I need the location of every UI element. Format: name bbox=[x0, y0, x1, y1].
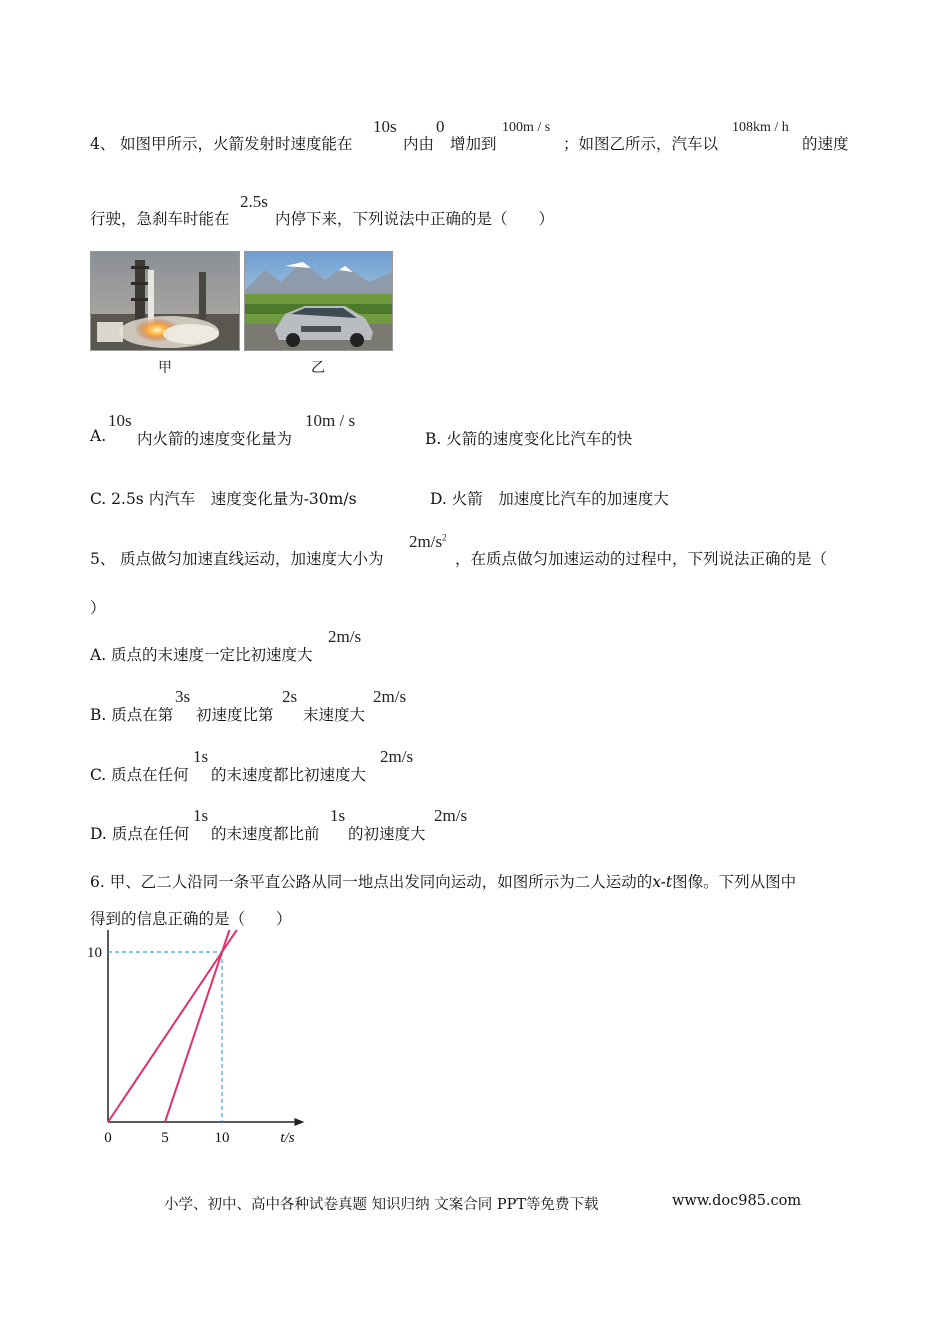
q5-option-b-math2: 2s bbox=[282, 687, 298, 706]
x-tick-label: 5 bbox=[161, 1130, 169, 1146]
series-line-yi bbox=[108, 930, 279, 1122]
q4-number: 4、 bbox=[90, 135, 116, 153]
q6-text-1b: 图像。下列从图中 bbox=[672, 873, 797, 891]
q4-text-2a: 行驶，急刹车时能在 bbox=[90, 210, 230, 228]
q5-option-d-math3: 2m/s bbox=[434, 806, 468, 825]
q4-text-2b: 内停下来，下列说法中正确的是（ ） bbox=[275, 210, 555, 228]
q5-text-c: ） bbox=[90, 599, 106, 617]
q6-text-line2: 得到的信息正确的是（ ） bbox=[90, 910, 292, 928]
q4-math-0: 0 bbox=[436, 117, 445, 136]
x-tick-label: 10 bbox=[214, 1130, 230, 1146]
q5-option-d-a: D. 质点在任何 bbox=[90, 825, 190, 843]
q5-number: 5、 bbox=[90, 550, 116, 568]
q5-option-b-math1: 3s bbox=[175, 687, 191, 706]
q5-option-c-math2: 2m/s bbox=[380, 747, 414, 766]
q5-option-d-c: 的初速度大 bbox=[348, 825, 426, 843]
q4-text-1a: 如图甲所示，火箭发射时速度能在 bbox=[120, 135, 353, 153]
x-axis-arrow bbox=[294, 1118, 304, 1126]
series-line-jia bbox=[165, 930, 245, 1122]
q4-math-10s: 10s bbox=[373, 117, 397, 136]
rocket-launch-image bbox=[91, 252, 239, 350]
xt-chart bbox=[80, 930, 340, 1150]
x-tick-label: 0 bbox=[104, 1130, 112, 1146]
q5-option-d-b: 的末速度都比前 bbox=[211, 825, 320, 843]
y-tick-label: 10 bbox=[87, 945, 102, 961]
q4-text-1d: ；如图乙所示，汽车以 bbox=[563, 135, 719, 153]
q5-option-b-c: 末速度大 bbox=[303, 706, 366, 724]
q5-option-b-a: B. 质点在第 bbox=[90, 706, 174, 724]
q4-option-a-text: 内火箭的速度变化量为 bbox=[137, 430, 293, 448]
q5-math-acc: $2m/s^2$ bbox=[409, 532, 447, 551]
q4-option-a-math2: 10m / s bbox=[305, 411, 356, 430]
q5-option-a-math: 2m/s bbox=[328, 627, 362, 646]
footer-url[interactable]: www.doc985.com bbox=[672, 1193, 802, 1209]
q5-option-d-math1: 1s bbox=[193, 806, 209, 825]
q5-option-b-b: 初速度比第 bbox=[196, 706, 274, 724]
q5-option-b-math3: 2m/s bbox=[373, 687, 407, 706]
q5-option-c-math1: 1s bbox=[193, 747, 209, 766]
q4-text-1b: 内由 bbox=[403, 135, 435, 153]
rocket-launch-photo bbox=[90, 251, 240, 351]
q4-math-100: 100m / s bbox=[502, 120, 551, 135]
q5-text-b: ，在质点做匀加速运动的过程中，下列说法正确的是（ bbox=[455, 550, 828, 568]
q6-text-1a: 6. 甲、乙二人沿同一条平直公路从同一地点出发同向运动，如图所示为二人运动的 bbox=[90, 873, 653, 891]
q5-option-c-a: C. 质点在任何 bbox=[90, 766, 189, 784]
car-image bbox=[245, 252, 392, 350]
q4-text-1c: 增加到 bbox=[450, 135, 497, 153]
q4-option-b: B. 火箭的速度变化比汽车的快 bbox=[425, 430, 633, 448]
q5-text-a: 质点做匀加速直线运动，加速度大小为 bbox=[120, 550, 384, 568]
caption-yi: 乙 bbox=[311, 360, 325, 376]
x-axis-label: t/s bbox=[280, 1130, 295, 1146]
footer-text: 小学、初中、高中各种试卷真题 知识归纳 文案合同 PPT等免费下载 bbox=[164, 1197, 599, 1213]
car-photo bbox=[244, 251, 393, 351]
q5-option-a: A. 质点的末速度一定比初速度大 bbox=[90, 646, 313, 664]
q6-text-line1 bbox=[90, 870, 796, 892]
q5-option-c-b: 的末速度都比初速度大 bbox=[211, 766, 367, 784]
caption-jia: 甲 bbox=[158, 360, 172, 376]
q4-math-25s: 2.5s bbox=[240, 192, 268, 211]
q4-text-1e: 的速度 bbox=[802, 135, 849, 153]
q4-option-c: C. 2.5s 内汽车 速度变化量为-30m/s bbox=[90, 490, 357, 508]
q4-math-108: 108km / h bbox=[732, 120, 789, 135]
q6-xt: x-t bbox=[652, 873, 673, 891]
q4-option-a-label: A. bbox=[90, 427, 107, 445]
q4-option-a-math1: 10s bbox=[108, 411, 132, 430]
q5-option-d-math2: 1s bbox=[330, 806, 346, 825]
q4-option-d: D. 火箭 加速度比汽车的加速度大 bbox=[430, 490, 669, 508]
